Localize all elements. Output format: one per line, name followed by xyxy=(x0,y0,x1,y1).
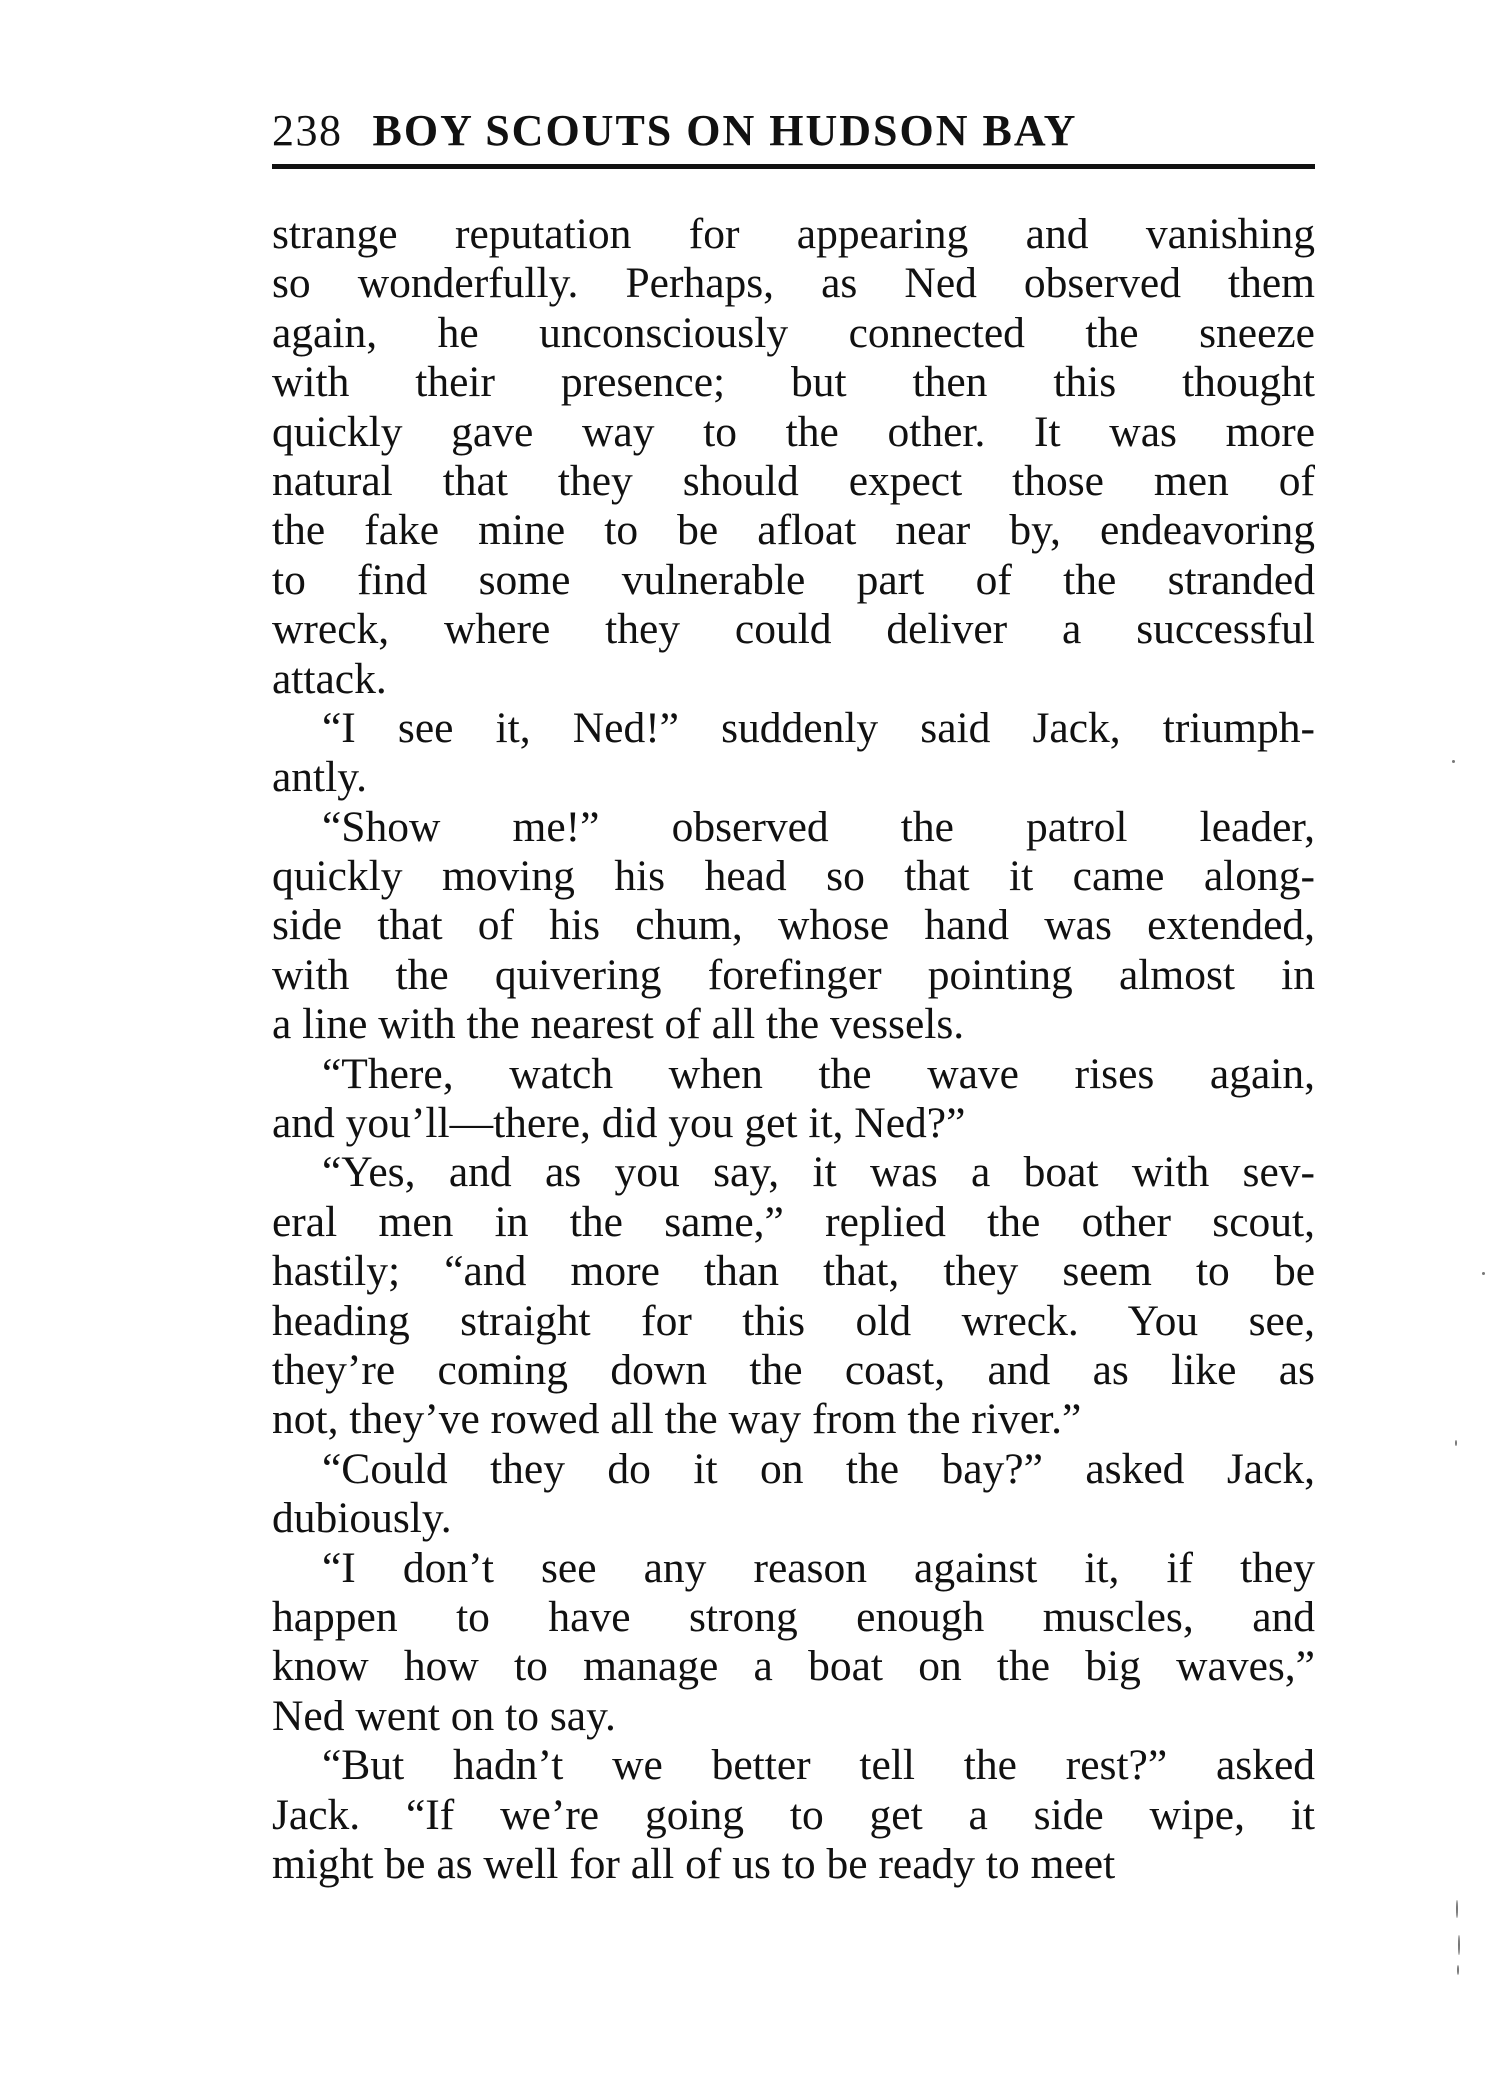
text-line: they’re coming down the coast, and as like as xyxy=(272,1345,1315,1394)
text-line: dubiously. xyxy=(272,1494,452,1543)
text-line: “I see it, Ned!” suddenly said Jack, triumph- xyxy=(322,703,1315,752)
header-rule xyxy=(272,164,1315,169)
text-line: antly. xyxy=(272,753,368,802)
text-line: to find some vulnerable part of the stranded xyxy=(272,555,1315,604)
scan-speck xyxy=(1455,1440,1457,1446)
running-header xyxy=(272,100,1315,162)
text-line: quickly gave way to the other. It was more xyxy=(272,407,1315,456)
text-line: eral men in the same,” replied the other scout, xyxy=(272,1197,1315,1246)
text-line: strange reputation for appearing and vanishing xyxy=(272,210,1315,258)
text-line: know how to manage a boat on the big waves,” xyxy=(272,1642,1315,1691)
scan-speck xyxy=(1457,1965,1459,1975)
text-line: “Could they do it on the bay?” asked Jack, xyxy=(322,1444,1315,1493)
text-line: wreck, where they could deliver a successful xyxy=(272,605,1315,654)
text-line: hastily; “and more than that, they seem to be xyxy=(272,1247,1315,1296)
text-line: with their presence; but then this thought xyxy=(272,358,1315,407)
scan-speck xyxy=(1452,760,1455,763)
scan-speck xyxy=(1458,1935,1460,1955)
text-line: natural that they should expect those men of xyxy=(272,456,1315,505)
text-line: heading straight for this old wreck. You see, xyxy=(272,1296,1315,1345)
text-line: so wonderfully. Perhaps, as Ned observed them xyxy=(272,259,1315,308)
text-line: “But hadn’t we better tell the rest?” asked xyxy=(322,1741,1315,1790)
text-line: the fake mine to be afloat near by, endeavoring xyxy=(272,506,1315,555)
text-line: Jack. “If we’re going to get a side wipe, it xyxy=(272,1790,1315,1839)
text-line: happen to have strong enough muscles, and xyxy=(272,1592,1315,1641)
running-title: BOY SCOUTS ON HUDSON BAY xyxy=(372,106,1078,155)
text-line: “Yes, and as you say, it was a boat with sev- xyxy=(322,1148,1315,1197)
text-line: “I don’t see any reason against it, if they xyxy=(322,1543,1315,1592)
scan-speck xyxy=(1456,1900,1458,1918)
text-line: not, they’ve rowed all the way from the river.” xyxy=(272,1395,1082,1444)
text-line: again, he unconsciously connected the sneeze xyxy=(272,308,1315,357)
page-number: 238 xyxy=(272,106,343,155)
text-line: might be as well for all of us to be ready to meet xyxy=(272,1839,1116,1888)
text-line: Ned went on to say. xyxy=(272,1691,616,1740)
text-line: side that of his chum, whose hand was extended, xyxy=(272,901,1315,950)
text-line: “There, watch when the wave rises again, xyxy=(322,1049,1315,1098)
text-line: and you’ll—there, did you get it, Ned?” xyxy=(272,1099,966,1148)
text-line: with the quivering forefinger pointing almost in xyxy=(272,950,1315,999)
scan-speck xyxy=(1482,1272,1485,1275)
text-line: a line with the nearest of all the vessels. xyxy=(272,1000,965,1049)
text-line: attack. xyxy=(272,654,387,703)
page-body xyxy=(272,210,1315,1889)
text-line: quickly moving his head so that it came along- xyxy=(272,852,1315,901)
text-line: “Show me!” observed the patrol leader, xyxy=(322,802,1315,851)
